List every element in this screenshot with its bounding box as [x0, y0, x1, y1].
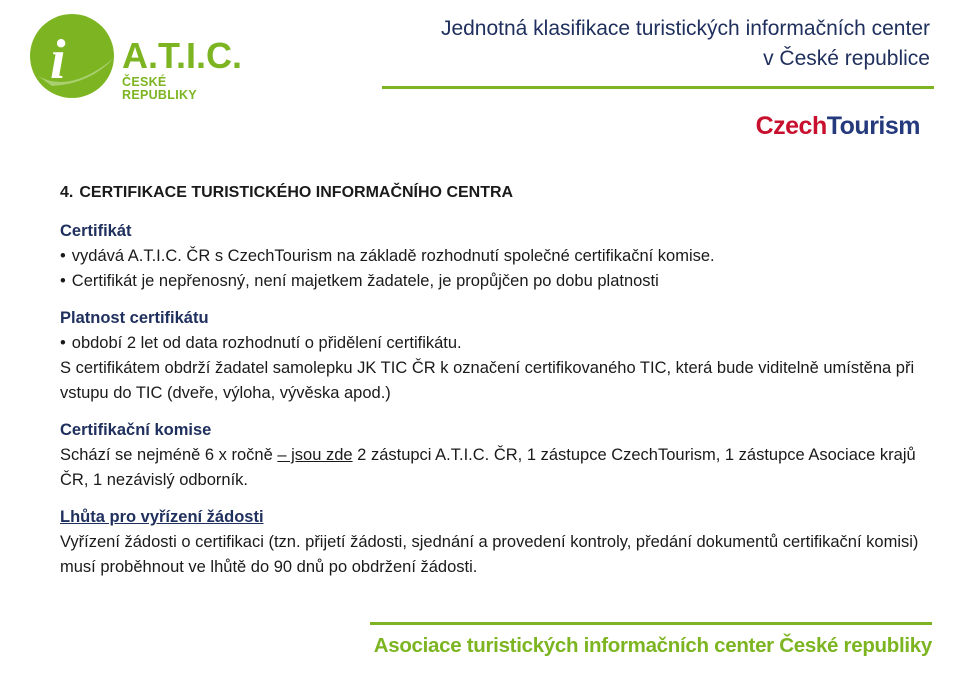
- section-title: [60, 180, 920, 205]
- certifikat-bullet-1: • vydává A.T.I.C. ČR s CzechTourism na základě rozhodnutí společné certifikační komise.: [60, 244, 920, 269]
- czechtourism-logo-czech: Czech: [755, 112, 827, 140]
- footer-text: Asociace turistických informačních center České republiky: [373, 634, 932, 657]
- czechtourism-logo: [756, 114, 920, 139]
- footer-divider: [370, 622, 932, 625]
- komise-text-underlined: – jsou zde: [277, 446, 353, 464]
- czechtourism-logo-tourism: Tourism: [826, 112, 920, 140]
- platnost-section: [60, 306, 920, 406]
- section-title-text: CERTIFIKACE TURISTICKÉHO INFORMAČNÍHO CENTRA: [79, 184, 514, 201]
- atic-logo-i-glyph: i: [50, 29, 66, 91]
- certifikat-section: [60, 219, 920, 294]
- komise-section: [60, 418, 920, 493]
- komise-heading: Certifikační komise: [60, 421, 212, 439]
- komise-text: [60, 443, 920, 493]
- header-title: [370, 14, 930, 74]
- header-divider: [382, 86, 934, 89]
- atic-logo: [30, 6, 243, 102]
- main-content: [60, 180, 920, 580]
- platnost-bullet: • období 2 let od data rozhodnutí o přidělení certifikátu.: [60, 331, 920, 356]
- platnost-text: S certifikátem obdrží žadatel samolepku JK TIC ČR k označení certifikovaného TIC, která bude viditelně umístěna při vstupu do TIC (dveře, výloha, vývěska apod.): [60, 359, 915, 402]
- lhuta-heading: Lhůta pro vyřízení žádosti: [60, 508, 264, 526]
- certifikat-bullet-2: • Certifikát je nepřenosný, není majetkem žadatele, je propůjčen po dobu platnosti: [60, 269, 920, 294]
- atic-logo-text: A.T.I.C.: [122, 35, 243, 76]
- section-number: 4.: [60, 184, 74, 201]
- lhuta-text: Vyřízení žádosti o certifikaci (tzn. přijetí žádosti, sjednání a provedení kontroly, předání dokumentů certifikační komisi) musí proběhnout ve lhůtě do 90 dnů po obdržení žádosti.: [60, 533, 919, 576]
- lhuta-section: [60, 505, 920, 580]
- komise-text-part-2: 2 zástupci A.T.I.C. ČR, 1 zástupce CzechTourism, 1 zástupce Asociace krajů ČR, 1 nezávislý odborník.: [60, 446, 916, 489]
- komise-text-part-1: Schází se nejméně 6 x ročně: [60, 446, 278, 464]
- atic-logo-subtitle: ČESKÉ REPUBLIKY: [122, 75, 197, 102]
- header-title-line-2: v České republice: [763, 47, 930, 70]
- certifikat-heading: Certifikát: [60, 222, 132, 240]
- platnost-heading: Platnost certifikátu: [60, 309, 209, 327]
- header-title-line-1: Jednotná klasifikace turistických informačních center: [440, 17, 930, 40]
